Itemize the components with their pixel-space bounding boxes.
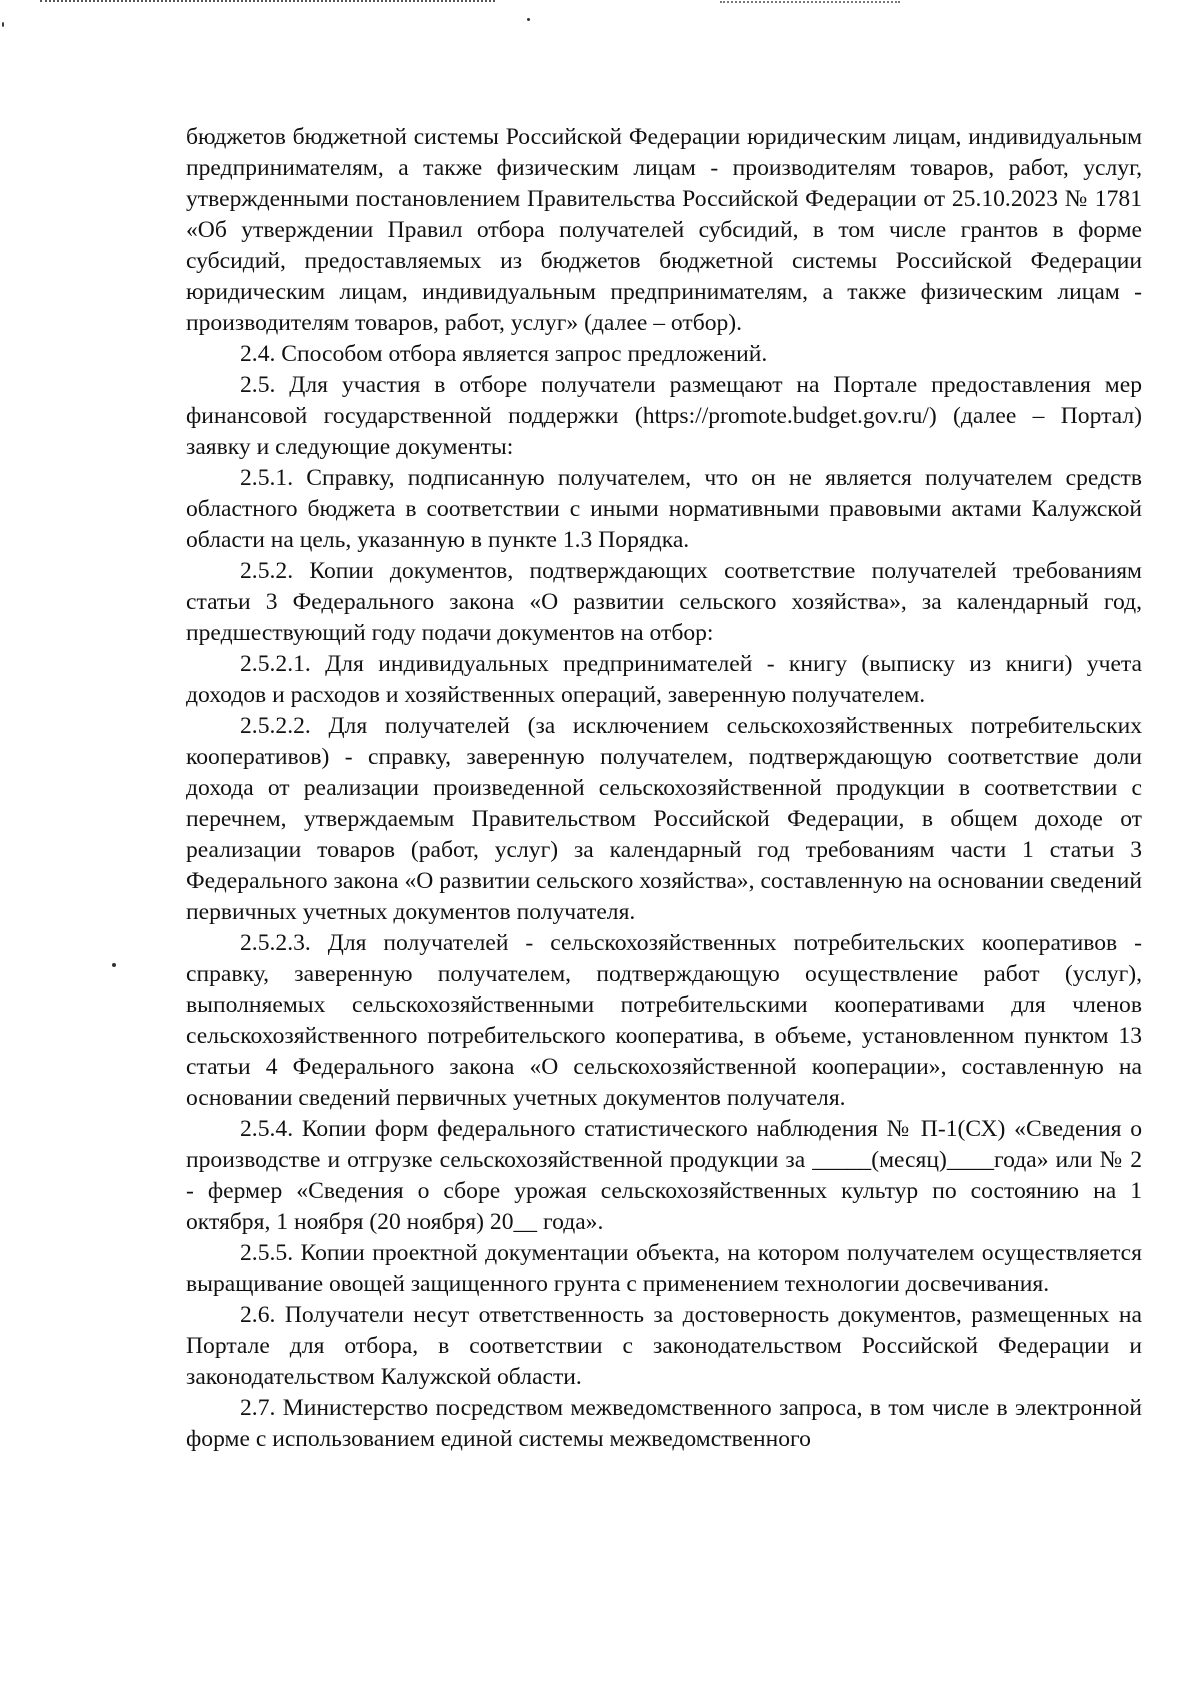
paragraph-continuation: бюджетов бюджетной системы Российской Федерации юридическим лицам, индивидуальным предпринимателям, а также физическим лицам - производителям товаров, работ, услуг, утвержденными постановлением Правительства Российской Федерации от 25.10.2023 № 1781 «Об утверждении Правил отбора получателей субсидий, в том числе грантов в форме субсидий, предоставляемых из бюджетов бюджетной системы Российской Федерации юридическим лицам, индивидуальным предпринимателям, а также физическим лицам - производителям товаров, работ, услуг» (далее – отбор). — [186, 124, 1142, 336]
scan-artifact-top-right — [720, 1, 900, 7]
paragraph-2-5-2-2: 2.5.2.2. Для получателей (за исключением сельскохозяйственных потребительских кооперативов) - справку, заверенную получателем, подтверждающую соответствие доли дохода от реализации произведенной сельскохозяйственной продукции в соответствии с перечнем, утверждаемым Правительством Российской Федерации, в общем доходе от реализации товаров (работ, услуг) за календарный год требованиям части 1 статьи 3 Федерального закона «О развитии сельского хозяйства», составленную на основании сведений первичных учетных документов получателя. — [186, 713, 1142, 925]
paragraph-2-5-4: 2.5.4. Копии форм федерального статистического наблюдения № П-1(СХ) «Сведения о производстве и отгрузке сельскохозяйственной продукции за _____(месяц)____года» или № 2 - фермер «Сведения о сборе урожая сельскохозяйственных культур по состоянию на 1 октября, 1 ноября (20 ноября) 20__ года». — [186, 1116, 1142, 1235]
scan-speck — [112, 963, 116, 967]
paragraph-2-5-2-3: 2.5.2.3. Для получателей - сельскохозяйственных потребительских кооперативов - справку, заверенную получателем, подтверждающую осуществление работ (услуг), выполняемых сельскохозяйственными потребительскими кооперативами для членов сельскохозяйственного потребительского кооператива, в объеме, установленном пунктом 13 статьи 4 Федерального закона «О сельскохозяйственной кооперации», составленную на основании сведений первичных учетных документов получателя. — [186, 930, 1142, 1111]
scan-artifact-top-left — [40, 0, 495, 6]
paragraph-2-5-5: 2.5.5. Копии проектной документации объекта, на котором получателем осуществляется выращивание овощей защищенного грунта с применением технологии досвечивания. — [186, 1240, 1142, 1297]
paragraph-2-6: 2.6. Получатели несут ответственность за достоверность документов, размещенных на Портале для отбора, в соответствии с законодательством Российской Федерации и законодательством Калужской области. — [186, 1302, 1142, 1390]
paragraph-2-7: 2.7. Министерство посредством межведомственного запроса, в том числе в электронной форме с использованием единой системы межведомственного — [186, 1395, 1142, 1452]
scan-speck — [2, 22, 4, 27]
paragraph-2-5: 2.5. Для участия в отборе получатели размещают на Портале предоставления мер финансовой государственной поддержки (https://promote.budget.gov.ru/) (далее – Портал) заявку и следующие документы: — [186, 372, 1142, 460]
paragraph-2-4: 2.4. Способом отбора является запрос предложений. — [240, 341, 768, 367]
paragraph-2-5-1: 2.5.1. Справку, подписанную получателем, что он не является получателем средств областного бюджета в соответствии с иными нормативными правовыми актами Калужской области на цель, указанную в пункте 1.3 Порядка. — [186, 465, 1142, 553]
paragraph-2-5-2-1: 2.5.2.1. Для индивидуальных предпринимателей - книгу (выписку из книги) учета доходов и расходов и хозяйственных операций, заверенную получателем. — [186, 651, 1142, 708]
paragraph-2-5-2: 2.5.2. Копии документов, подтверждающих соответствие получателей требованиям статьи 3 Федерального закона «О развитии сельского хозяйства», за календарный год, предшествующий году подачи документов на отбор: — [186, 558, 1142, 646]
document-body — [186, 122, 1142, 1455]
scan-speck — [527, 18, 530, 21]
